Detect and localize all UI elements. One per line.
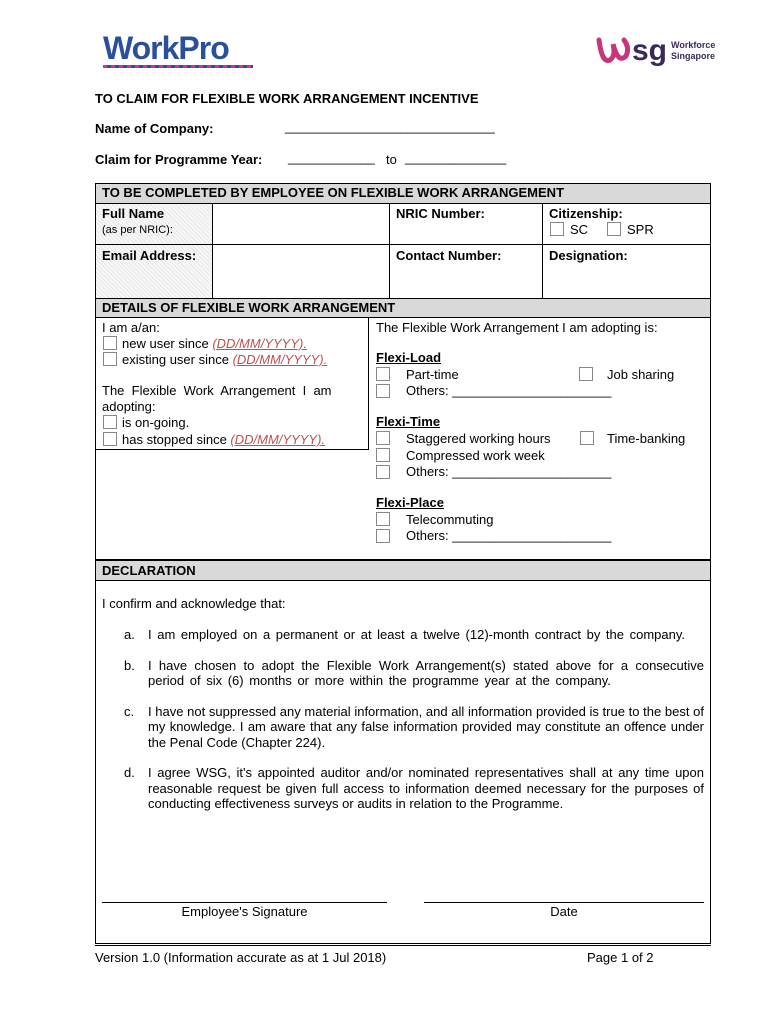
item-letter: a.: [124, 627, 135, 642]
right-intro: The Flexible Work Arrangement I am adopting is:: [376, 320, 658, 335]
footer-page: Page 1 of 2: [587, 950, 654, 965]
programme-year-to-label: to: [386, 152, 397, 167]
wsg-text: [671, 40, 715, 62]
adopting-line-2: adopting:: [102, 399, 156, 414]
workpro-wordmark: WorkPro: [103, 30, 229, 66]
iam-label: I am a/an:: [102, 320, 160, 335]
details-section-header: DETAILS OF FLEXIBLE WORK ARRANGEMENT: [96, 299, 710, 317]
others-place-field[interactable]: Others: ______________________: [406, 528, 612, 543]
declaration-item-c: [124, 704, 704, 751]
item-letter: c.: [124, 703, 135, 719]
existing-user-label: existing user since: [122, 352, 229, 367]
company-label: Name of Company:: [95, 121, 214, 136]
others-time-checkbox[interactable]: [376, 465, 390, 479]
wsg-line-2: Singapore: [671, 51, 716, 61]
item-letter: d.: [124, 765, 135, 780]
wsg-logo: [596, 34, 715, 68]
date-line[interactable]: [424, 902, 704, 903]
programme-year-label: Claim for Programme Year:: [95, 152, 263, 167]
declaration-list: [124, 627, 704, 812]
item-text: I have chosen to adopt the Flexible Work Arrangement(s) stated above for a consecutive period of six (6) months or more within the programme year at the company.: [148, 657, 704, 688]
existing-user-row: [122, 352, 327, 367]
others-load-checkbox[interactable]: [376, 384, 390, 398]
time-banking-label: Time-banking: [607, 431, 686, 446]
wsg-swirl-icon: [596, 34, 630, 68]
programme-year-from[interactable]: ____________: [288, 150, 375, 165]
new-user-row: [122, 336, 307, 351]
part-time-checkbox[interactable]: [376, 367, 390, 381]
employee-section-header: TO BE COMPLETED BY EMPLOYEE ON FLEXIBLE WORK ARRANGEMENT: [96, 184, 710, 204]
new-user-date[interactable]: (DD/MM/YYYY).: [212, 336, 307, 351]
declaration-item-b: [124, 658, 704, 689]
signature-label: Employee's Signature: [181, 904, 308, 919]
staggered-checkbox[interactable]: [376, 431, 390, 445]
telecommuting-label: Telecommuting: [406, 512, 494, 527]
ongoing-checkbox[interactable]: [103, 415, 117, 429]
item-text: I agree WSG, it's appointed auditor and/or nominated representatives shall at any time upon reasonable request be given full access to information deemed necessary for the purposes of conducting effectiveness surveys or audits in relation to the Programme.: [148, 765, 704, 811]
adopting-line-1: The Flexible Work Arrangement I am: [102, 383, 332, 398]
declaration-item-a: [124, 627, 704, 643]
compressed-checkbox[interactable]: [376, 448, 390, 462]
item-text: I am employed on a permanent or at least a twelve (12)-month contract by the company.: [148, 627, 686, 642]
spr-label: SPR: [627, 222, 654, 237]
flexi-load-heading: Flexi-Load: [376, 350, 442, 365]
flexi-time-heading: Flexi-Time: [376, 414, 441, 429]
email-field[interactable]: [213, 245, 389, 298]
part-time-label: Part-time: [406, 367, 459, 382]
workpro-logo: [103, 30, 253, 68]
stopped-label: has stopped since: [122, 432, 227, 447]
email-label: Email Address:: [102, 248, 197, 263]
sc-label: SC: [570, 222, 589, 237]
item-text: I have not suppressed any material information, and all information provided is true to the best of my knowledge. I am aware that any false information provided may constitute an offence under the Penal Code (Chapter 224).: [148, 703, 704, 750]
job-sharing-label: Job sharing: [607, 367, 675, 382]
designation-label: Designation:: [549, 248, 628, 263]
citizenship-label: Citizenship:: [549, 206, 623, 221]
nric-label: NRIC Number:: [396, 206, 485, 221]
sc-checkbox[interactable]: [550, 222, 564, 236]
programme-year-to[interactable]: ______________: [405, 150, 507, 165]
new-user-checkbox[interactable]: [103, 336, 117, 350]
stopped-checkbox[interactable]: [103, 432, 117, 446]
new-user-label: new user since: [122, 336, 209, 351]
others-load-field[interactable]: Others: ______________________: [406, 383, 612, 398]
compressed-label: Compressed work week: [406, 448, 545, 463]
ongoing-label: is on-going.: [122, 415, 190, 430]
wsg-line-1: Workforce: [671, 40, 716, 50]
stopped-row: [122, 432, 325, 447]
flexi-place-heading: Flexi-Place: [376, 495, 444, 510]
existing-user-date[interactable]: (DD/MM/YYYY).: [232, 352, 328, 367]
time-banking-checkbox[interactable]: [580, 431, 594, 445]
telecommuting-checkbox[interactable]: [376, 512, 390, 526]
existing-user-checkbox[interactable]: [103, 352, 117, 366]
date-label: Date: [550, 904, 578, 919]
declaration-item-d: [124, 765, 704, 812]
spr-checkbox[interactable]: [607, 222, 621, 236]
job-sharing-checkbox[interactable]: [579, 367, 593, 381]
wsg-mark: sg: [632, 34, 668, 67]
as-per-nric-label: (as per NRIC):: [102, 224, 173, 236]
declaration-header: DECLARATION: [96, 561, 710, 581]
form-title: TO CLAIM FOR FLEXIBLE WORK ARRANGEMENT INCENTIVE: [95, 91, 479, 106]
others-time-field[interactable]: Others: ______________________: [406, 464, 612, 479]
stopped-date[interactable]: (DD/MM/YYYY).: [230, 432, 326, 447]
signature-line[interactable]: [102, 902, 387, 903]
company-field[interactable]: _____________________________: [285, 119, 495, 134]
full-name-label: Full Name: [102, 206, 165, 221]
staggered-label: Staggered working hours: [406, 431, 551, 446]
footer-version: Version 1.0 (Information accurate as at 1 Jul 2018): [95, 950, 387, 965]
others-place-checkbox[interactable]: [376, 529, 390, 543]
declaration-intro: I confirm and acknowledge that:: [102, 596, 286, 611]
full-name-field[interactable]: [213, 204, 389, 244]
item-letter: b.: [124, 657, 135, 673]
contact-label: Contact Number:: [396, 248, 502, 263]
